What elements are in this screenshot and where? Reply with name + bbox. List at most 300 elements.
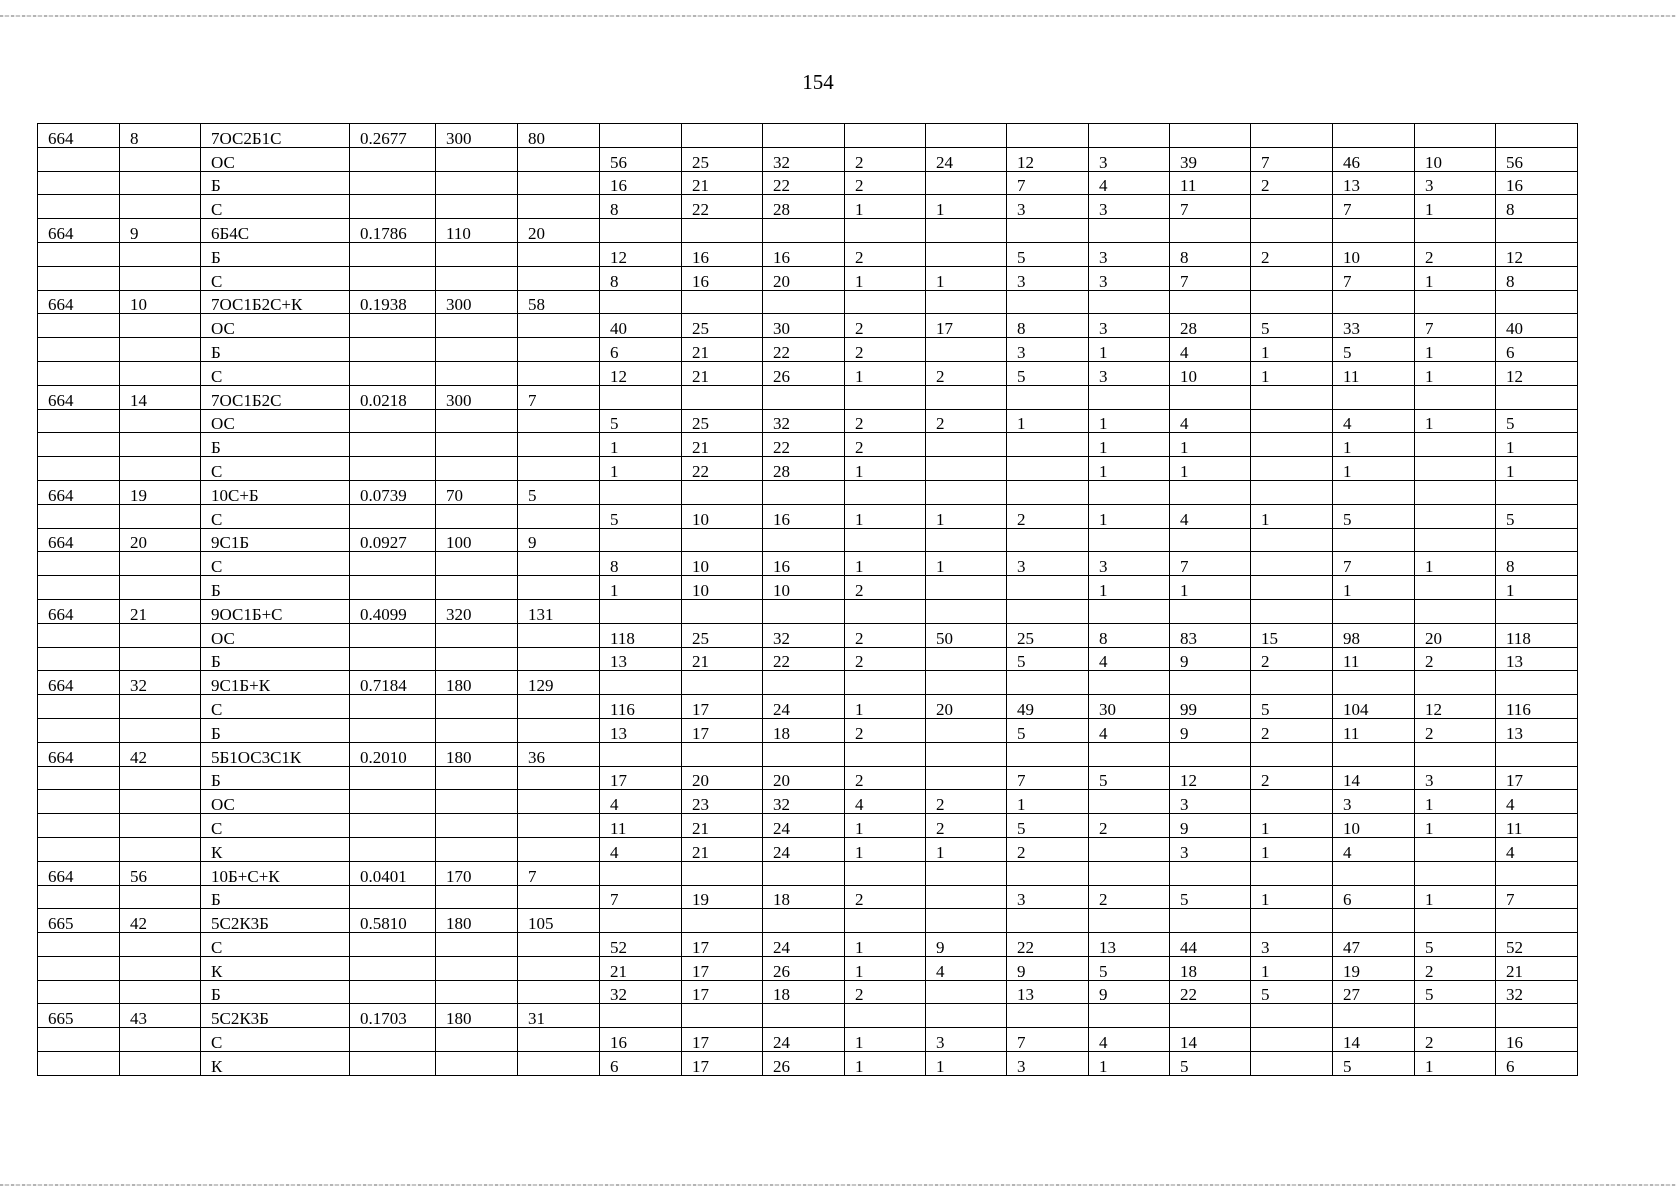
table-cell	[518, 695, 600, 719]
table-cell: 21	[682, 361, 763, 385]
table-cell	[1496, 480, 1578, 504]
table-cell	[845, 219, 926, 243]
table-cell	[1251, 1052, 1333, 1076]
table-cell: 1	[1415, 814, 1496, 838]
table-cell: ОС	[201, 314, 350, 338]
table-cell: 3	[1089, 147, 1170, 171]
table-cell	[436, 409, 518, 433]
table-cell: 16	[763, 504, 845, 528]
table-cell	[926, 980, 1007, 1004]
table-cell	[436, 766, 518, 790]
table-cell: 27	[1333, 980, 1415, 1004]
table-cell: 16	[682, 242, 763, 266]
table-cell: С	[201, 361, 350, 385]
table-cell: 2	[1251, 242, 1333, 266]
table-cell: 0.0401	[350, 861, 436, 885]
table-cell	[436, 814, 518, 838]
table-cell: 1	[1089, 433, 1170, 457]
table-cell	[926, 124, 1007, 148]
table-cell	[38, 647, 120, 671]
table-cell	[1251, 909, 1333, 933]
table-cell: 7	[1007, 766, 1089, 790]
table-cell	[1170, 671, 1251, 695]
table-cell: 0.7184	[350, 671, 436, 695]
table-cell: 11	[1333, 361, 1415, 385]
data-table	[37, 123, 1578, 1076]
table-cell: 4	[926, 956, 1007, 980]
table-cell	[926, 1004, 1007, 1028]
table-cell: 2	[845, 433, 926, 457]
table-cell	[1333, 599, 1415, 623]
table-cell: 20	[763, 266, 845, 290]
table-row	[38, 552, 1578, 576]
table-cell: 83	[1170, 623, 1251, 647]
table-cell	[763, 599, 845, 623]
table-cell: 2	[1415, 647, 1496, 671]
table-cell	[1415, 599, 1496, 623]
table-row	[38, 790, 1578, 814]
table-cell: 8	[600, 195, 682, 219]
table-cell: 2	[1007, 504, 1089, 528]
table-cell	[38, 837, 120, 861]
table-cell	[1007, 861, 1089, 885]
table-cell: 4	[1089, 647, 1170, 671]
table-cell	[350, 647, 436, 671]
table-cell: 10С+Б	[201, 480, 350, 504]
table-cell	[682, 671, 763, 695]
table-cell	[1089, 861, 1170, 885]
table-cell: 5	[1089, 956, 1170, 980]
table-cell	[926, 338, 1007, 362]
table-cell: 17	[682, 980, 763, 1004]
table-cell: 2	[845, 647, 926, 671]
table-cell	[1007, 480, 1089, 504]
table-cell: 21	[120, 599, 201, 623]
table-cell: 664	[38, 528, 120, 552]
table-cell: 1	[1496, 576, 1578, 600]
table-cell	[1333, 742, 1415, 766]
table-cell: 25	[682, 623, 763, 647]
table-cell	[1251, 409, 1333, 433]
table-cell	[38, 457, 120, 481]
table-cell	[1007, 528, 1089, 552]
table-row	[38, 124, 1578, 148]
table-cell	[436, 361, 518, 385]
table-cell: 1	[845, 266, 926, 290]
table-cell: 21	[682, 814, 763, 838]
table-cell: 1	[1333, 457, 1415, 481]
table-cell: 18	[763, 718, 845, 742]
table-cell: 664	[38, 219, 120, 243]
table-cell: 33	[1333, 314, 1415, 338]
table-cell	[350, 790, 436, 814]
table-cell: 14	[1333, 766, 1415, 790]
table-cell: 12	[1496, 242, 1578, 266]
table-cell	[1251, 1004, 1333, 1028]
table-cell: 7	[600, 885, 682, 909]
table-cell	[1089, 790, 1170, 814]
table-cell: 300	[436, 124, 518, 148]
table-cell: 22	[682, 457, 763, 481]
table-cell: 4	[845, 790, 926, 814]
table-cell: 1	[845, 504, 926, 528]
table-cell: 32	[763, 790, 845, 814]
table-cell	[350, 623, 436, 647]
table-cell	[518, 409, 600, 433]
table-cell: 2	[1251, 766, 1333, 790]
table-cell: 2	[845, 623, 926, 647]
table-cell: 170	[436, 861, 518, 885]
table-cell	[682, 480, 763, 504]
table-cell	[350, 147, 436, 171]
table-cell: 13	[1496, 718, 1578, 742]
table-cell	[682, 290, 763, 314]
table-cell: 1	[1415, 338, 1496, 362]
table-cell: 8	[120, 124, 201, 148]
table-row	[38, 956, 1578, 980]
table-cell	[926, 861, 1007, 885]
table-cell	[518, 837, 600, 861]
table-row	[38, 742, 1578, 766]
table-cell: 11	[1170, 171, 1251, 195]
table-cell: 17	[1496, 766, 1578, 790]
table-cell	[763, 290, 845, 314]
table-cell: 24	[763, 933, 845, 957]
table-cell: 6	[600, 338, 682, 362]
table-cell	[120, 837, 201, 861]
table-cell: 1	[1415, 790, 1496, 814]
table-cell	[1415, 219, 1496, 243]
table-cell: 32	[763, 623, 845, 647]
table-cell	[1251, 790, 1333, 814]
table-cell: 664	[38, 290, 120, 314]
table-cell	[38, 433, 120, 457]
table-cell	[926, 290, 1007, 314]
table-cell: 11	[1496, 814, 1578, 838]
table-cell	[120, 361, 201, 385]
table-cell: 1	[1415, 885, 1496, 909]
table-cell: 17	[682, 695, 763, 719]
table-cell: 20	[1415, 623, 1496, 647]
table-cell: 105	[518, 909, 600, 933]
table-cell: 25	[682, 314, 763, 338]
table-row	[38, 1004, 1578, 1028]
table-cell	[436, 457, 518, 481]
table-cell: 5С2К3Б	[201, 909, 350, 933]
table-cell	[1007, 599, 1089, 623]
table-cell: 13	[1007, 980, 1089, 1004]
table-cell: 0.0739	[350, 480, 436, 504]
table-cell: 30	[763, 314, 845, 338]
table-cell	[1496, 219, 1578, 243]
table-cell: 21	[682, 338, 763, 362]
table-cell: 2	[926, 814, 1007, 838]
table-row	[38, 695, 1578, 719]
table-cell	[926, 647, 1007, 671]
table-cell	[120, 980, 201, 1004]
table-cell	[120, 409, 201, 433]
table-row	[38, 290, 1578, 314]
table-cell: 9	[518, 528, 600, 552]
table-cell	[436, 338, 518, 362]
table-cell: Б	[201, 171, 350, 195]
table-cell: 36	[518, 742, 600, 766]
table-cell	[1251, 433, 1333, 457]
table-cell	[120, 790, 201, 814]
table-cell: 1	[1170, 433, 1251, 457]
table-cell: 9	[1170, 814, 1251, 838]
table-cell	[350, 1052, 436, 1076]
table-cell: 664	[38, 599, 120, 623]
table-cell	[600, 385, 682, 409]
table-cell	[600, 480, 682, 504]
table-cell: 6	[1496, 1052, 1578, 1076]
table-cell	[38, 314, 120, 338]
table-cell	[1251, 457, 1333, 481]
table-cell: 32	[1496, 980, 1578, 1004]
table-cell	[1251, 671, 1333, 695]
table-cell	[38, 338, 120, 362]
table-cell	[38, 1052, 120, 1076]
table-cell	[763, 1004, 845, 1028]
table-cell: 56	[600, 147, 682, 171]
table-cell: 4	[600, 837, 682, 861]
table-cell: 7	[1007, 171, 1089, 195]
table-cell: С	[201, 266, 350, 290]
table-cell	[518, 766, 600, 790]
table-cell	[1089, 742, 1170, 766]
table-cell: 7	[1333, 195, 1415, 219]
table-cell: 49	[1007, 695, 1089, 719]
table-cell	[682, 528, 763, 552]
table-cell	[1170, 861, 1251, 885]
table-cell	[845, 1004, 926, 1028]
table-cell	[600, 290, 682, 314]
table-cell: 7	[1007, 1028, 1089, 1052]
table-cell	[436, 266, 518, 290]
table-cell: 19	[1333, 956, 1415, 980]
table-cell: 116	[600, 695, 682, 719]
table-cell	[926, 599, 1007, 623]
table-cell: 1	[845, 1028, 926, 1052]
table-cell: 40	[1496, 314, 1578, 338]
table-cell: 1	[1007, 790, 1089, 814]
table-cell	[763, 909, 845, 933]
table-cell: 10Б+С+К	[201, 861, 350, 885]
table-cell: 10	[682, 552, 763, 576]
table-cell: 0.5810	[350, 909, 436, 933]
table-cell	[1333, 671, 1415, 695]
table-cell: 24	[763, 814, 845, 838]
table-cell	[436, 314, 518, 338]
table-cell: 1	[1089, 338, 1170, 362]
table-cell: 1	[845, 814, 926, 838]
table-cell	[350, 576, 436, 600]
table-cell: 2	[845, 242, 926, 266]
table-cell	[120, 718, 201, 742]
table-cell: Б	[201, 980, 350, 1004]
table-cell: С	[201, 195, 350, 219]
table-cell	[1170, 1004, 1251, 1028]
table-cell	[926, 576, 1007, 600]
table-cell: 3	[1089, 552, 1170, 576]
table-cell: 0.2677	[350, 124, 436, 148]
table-cell: 129	[518, 671, 600, 695]
table-cell	[120, 504, 201, 528]
table-cell: 17	[682, 933, 763, 957]
table-cell	[38, 576, 120, 600]
table-cell: 2	[1007, 837, 1089, 861]
table-cell: 5	[1007, 242, 1089, 266]
table-cell: 16	[763, 242, 845, 266]
table-cell: 43	[120, 1004, 201, 1028]
table-cell: 1	[1089, 409, 1170, 433]
table-cell: 180	[436, 1004, 518, 1028]
table-cell: 1	[1251, 837, 1333, 861]
table-row	[38, 766, 1578, 790]
table-cell	[763, 861, 845, 885]
table-cell	[1415, 671, 1496, 695]
table-cell: 3	[1007, 195, 1089, 219]
table-cell: 2	[845, 766, 926, 790]
table-cell: 5	[600, 504, 682, 528]
table-cell	[682, 909, 763, 933]
table-cell	[38, 623, 120, 647]
table-cell	[436, 147, 518, 171]
table-cell: 25	[1007, 623, 1089, 647]
table-cell	[682, 124, 763, 148]
table-cell	[436, 1052, 518, 1076]
table-cell: 4	[1333, 409, 1415, 433]
table-cell	[682, 861, 763, 885]
table-cell: 10	[763, 576, 845, 600]
table-cell: С	[201, 504, 350, 528]
table-cell: 1	[845, 361, 926, 385]
table-cell: Б	[201, 242, 350, 266]
table-cell	[518, 885, 600, 909]
table-cell: 1	[1089, 576, 1170, 600]
table-cell: 664	[38, 742, 120, 766]
table-cell: 11	[600, 814, 682, 838]
table-row	[38, 266, 1578, 290]
table-cell: 32	[120, 671, 201, 695]
table-cell	[350, 409, 436, 433]
table-cell	[1333, 909, 1415, 933]
table-row	[38, 504, 1578, 528]
table-cell: 1	[845, 195, 926, 219]
table-cell: 22	[763, 338, 845, 362]
table-cell: 1	[1415, 195, 1496, 219]
table-cell	[350, 956, 436, 980]
table-cell	[120, 695, 201, 719]
table-cell: 9	[1170, 647, 1251, 671]
table-cell: 24	[763, 695, 845, 719]
table-cell	[436, 790, 518, 814]
table-cell: 1	[1251, 814, 1333, 838]
table-cell	[763, 219, 845, 243]
table-cell	[120, 147, 201, 171]
table-cell	[926, 385, 1007, 409]
table-cell: 6	[1333, 885, 1415, 909]
table-row	[38, 195, 1578, 219]
table-cell: 31	[518, 1004, 600, 1028]
table-cell	[1333, 385, 1415, 409]
table-cell	[1007, 433, 1089, 457]
table-cell	[600, 599, 682, 623]
table-cell	[518, 1052, 600, 1076]
table-cell	[120, 338, 201, 362]
table-cell: 1	[600, 576, 682, 600]
table-row	[38, 1052, 1578, 1076]
table-cell	[120, 647, 201, 671]
table-cell: 21	[600, 956, 682, 980]
table-cell	[436, 718, 518, 742]
table-cell: 0.2010	[350, 742, 436, 766]
table-cell	[1089, 480, 1170, 504]
table-cell: 4	[1170, 338, 1251, 362]
table-row	[38, 171, 1578, 195]
table-cell	[926, 718, 1007, 742]
table-cell: 20	[926, 695, 1007, 719]
table-cell: 22	[763, 647, 845, 671]
table-cell: 2	[845, 576, 926, 600]
table-cell	[350, 814, 436, 838]
table-cell	[1415, 742, 1496, 766]
table-cell	[845, 742, 926, 766]
table-cell: 5	[1007, 647, 1089, 671]
table-cell	[38, 409, 120, 433]
table-cell: 2	[1251, 647, 1333, 671]
table-cell	[926, 171, 1007, 195]
table-cell: 1	[1333, 576, 1415, 600]
table-cell	[120, 956, 201, 980]
table-cell	[1496, 742, 1578, 766]
table-cell	[120, 576, 201, 600]
table-row	[38, 457, 1578, 481]
table-cell	[120, 814, 201, 838]
table-cell	[1170, 742, 1251, 766]
table-cell	[120, 552, 201, 576]
table-cell: 7ОС2Б1С	[201, 124, 350, 148]
table-cell	[436, 1028, 518, 1052]
table-cell: ОС	[201, 623, 350, 647]
table-cell: ОС	[201, 790, 350, 814]
table-cell: 3	[1089, 361, 1170, 385]
table-cell: 2	[845, 885, 926, 909]
table-cell: 12	[1496, 361, 1578, 385]
table-cell: 1	[1251, 956, 1333, 980]
table-cell	[1496, 909, 1578, 933]
table-cell	[1251, 576, 1333, 600]
table-cell: 8	[600, 552, 682, 576]
table-cell: Б	[201, 718, 350, 742]
table-cell: 8	[1170, 242, 1251, 266]
table-cell	[350, 552, 436, 576]
table-row	[38, 909, 1578, 933]
table-cell: 9	[1007, 956, 1089, 980]
table-cell: 1	[926, 1052, 1007, 1076]
table-cell: 26	[763, 361, 845, 385]
table-cell	[1415, 528, 1496, 552]
table-cell: 5	[1415, 933, 1496, 957]
table-cell: 14	[1333, 1028, 1415, 1052]
table-cell	[350, 933, 436, 957]
table-cell: 3	[1007, 885, 1089, 909]
table-cell: 5	[1007, 814, 1089, 838]
table-cell: 14	[120, 385, 201, 409]
table-cell	[1170, 124, 1251, 148]
table-cell	[1415, 504, 1496, 528]
